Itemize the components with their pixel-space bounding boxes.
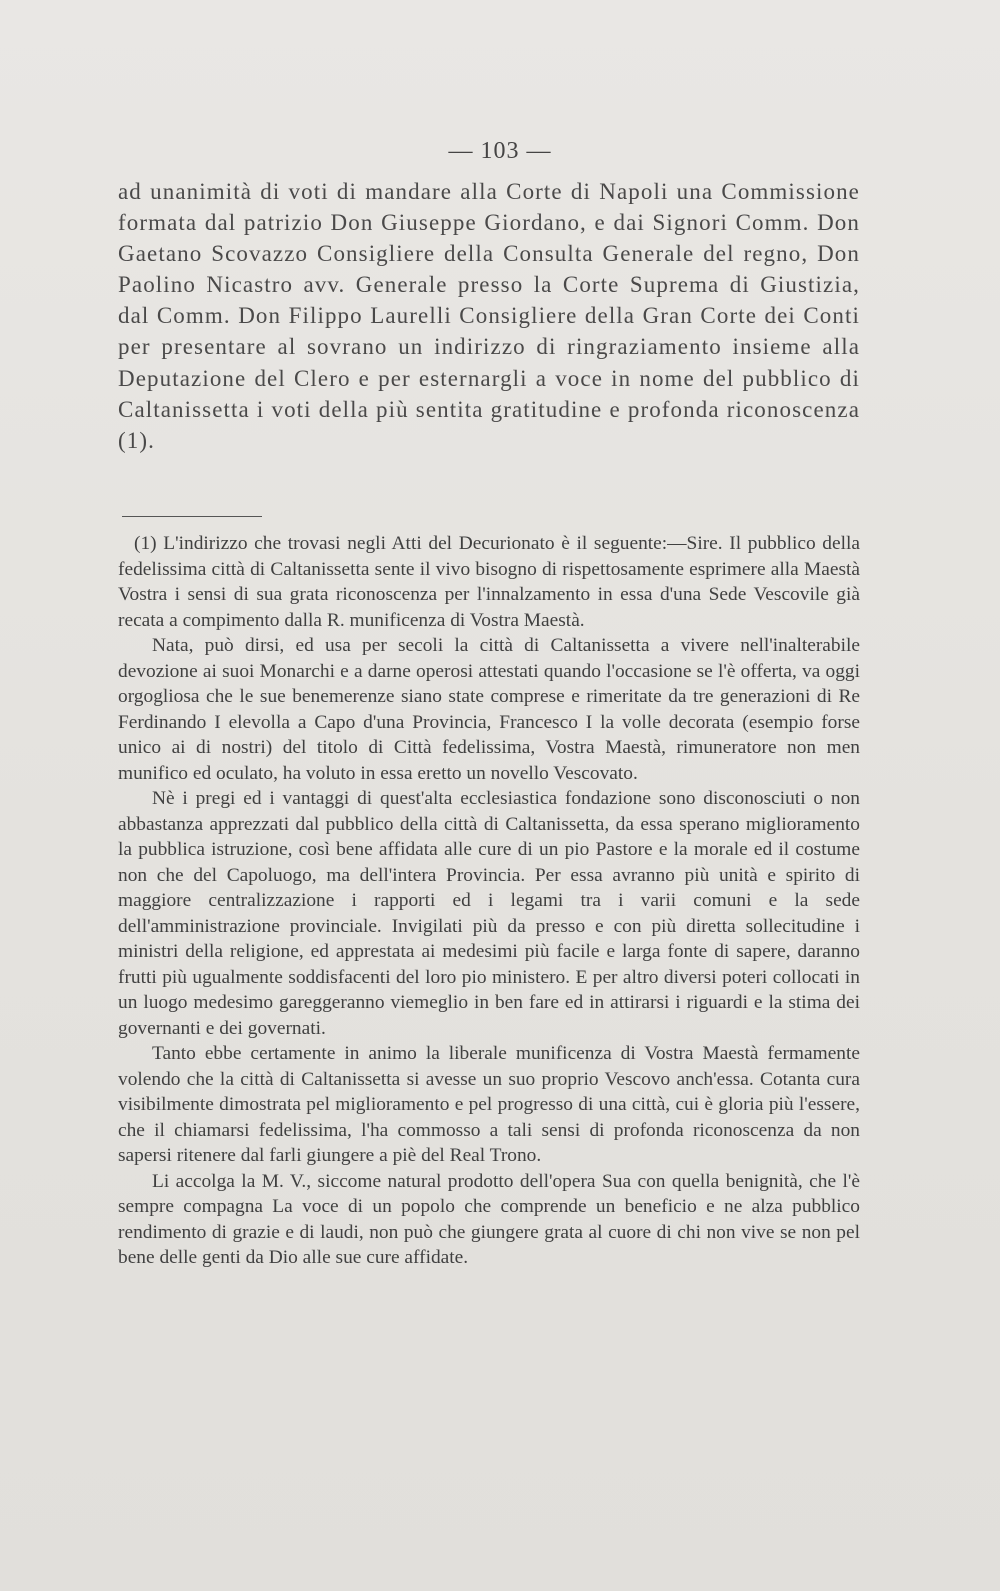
footnote-paragraph-3: Nè i pregi ed i vantaggi di quest'alta ecclesiastica fondazione sono disconosciuti o non abbastanza apprezzati dal pubblico della città di Caltanissetta, da essa sperano miglioramento la pubblica istruzione, così bene affidata alle cure di un pio Pastore e la morale ed il costume non che del Capoluogo, ma dell'intera Provincia. Per essa avranno più unità e spirito di maggiore centralizzazione i rapporti ed i legami tra i varii comuni e la sede dell'amministrazione provinciale. Invigilati più da presso e con più diretta sollecitudine i ministri della religione, ed apprestata ai medesimi più facile e larga fonte di sapere, daranno frutti più ugualmente soddisfacenti del loro pio ministero. E per altro diversi poteri collocati in un luogo medesimo gareggeranno viemeglio in ben fare ed in attirarsi i riguardi e la stima dei governanti e dei governati. [118,788,860,1039]
page-number: — 103 — [448,138,552,164]
footnote-paragraph-5: Li accolga la M. V., siccome natural prodotto dell'opera Sua con quella benignità, che l'è sempre compagna La voce di un popolo che comprende un beneficio e ne alza pubblico rendimento di grazie e di laudi, non può che giungere grata al cuore di chi non vive se non pel bene delle genti da Dio alle sue cure affidate. [118,1170,860,1268]
footnote-paragraph-1: (1) L'indirizzo che trovasi negli Atti del Decurionato è il seguente:—Sire. Il pubblico della fedelissima città di Caltanissetta sente il vivo bisogno di rispettosamente esprimere alla Maestà Vostra i sensi di sua grata riconoscenza per l'innalzamento in essa d'una Sede Vescovile già recata a compimento dalla R. munificenza di Vostra Maestà. [118,533,860,631]
footnote-separator [122,516,262,517]
main-paragraph: ad unanimità di voti di mandare alla Corte di Napoli una Commissione formata dal patrizio Don Giuseppe Giordano, e dai Signori Comm. Don Gaetano Scovazzo Consigliere della Consulta Generale del regno, Don Paolino Nicastro avv. Generale presso la Corte Suprema di Giustizia, dal Comm. Don Filippo Laurelli Consigliere della Gran Corte dei Conti per presentare al sovrano un indirizzo di ringraziamento insieme alla Deputazione del Clero e per esternargli a voce in nome del pubblico di Caltanissetta i voti della più sentita gratitudine e profonda riconoscenza (1). [118,179,860,453]
main-body-text [118,176,860,456]
footnote-paragraph-4: Tanto ebbe certamente in animo la liberale munificenza di Vostra Maestà fermamente volendo che la città di Caltanissetta si avesse un suo proprio Vescovo anch'essa. Cotanta cura visibilmente dimostrata pel miglioramento e pel progresso di una città, cui è gloria più l'essere, che il chiamarsi fedelissima, l'ha commosso a tali sensi di profonda riconoscenza da non sapersi ritenere dal farli giungere a piè del Real Trono. [118,1043,860,1166]
footnote-paragraph-2: Nata, può dirsi, ed usa per secoli la città di Caltanissetta a vivere nell'inalterabile devozione ai suoi Monarchi e a darne operosi attestati quando l'occasione se l'è offerta, va oggi orgogliosa che le sue benemerenze siano state comprese e rimeritate da tre generazioni di Re Ferdinando I elevolla a Capo d'una Provincia, Francesco I la volle decorata (esempio forse unico ai di nostri) del titolo di Città fedelissima, Vostra Maestà, rimuneratore non men munifico ed oculato, ha voluto in essa eretto un novello Vescovato. [118,635,860,784]
footnote-block [118,531,860,1271]
